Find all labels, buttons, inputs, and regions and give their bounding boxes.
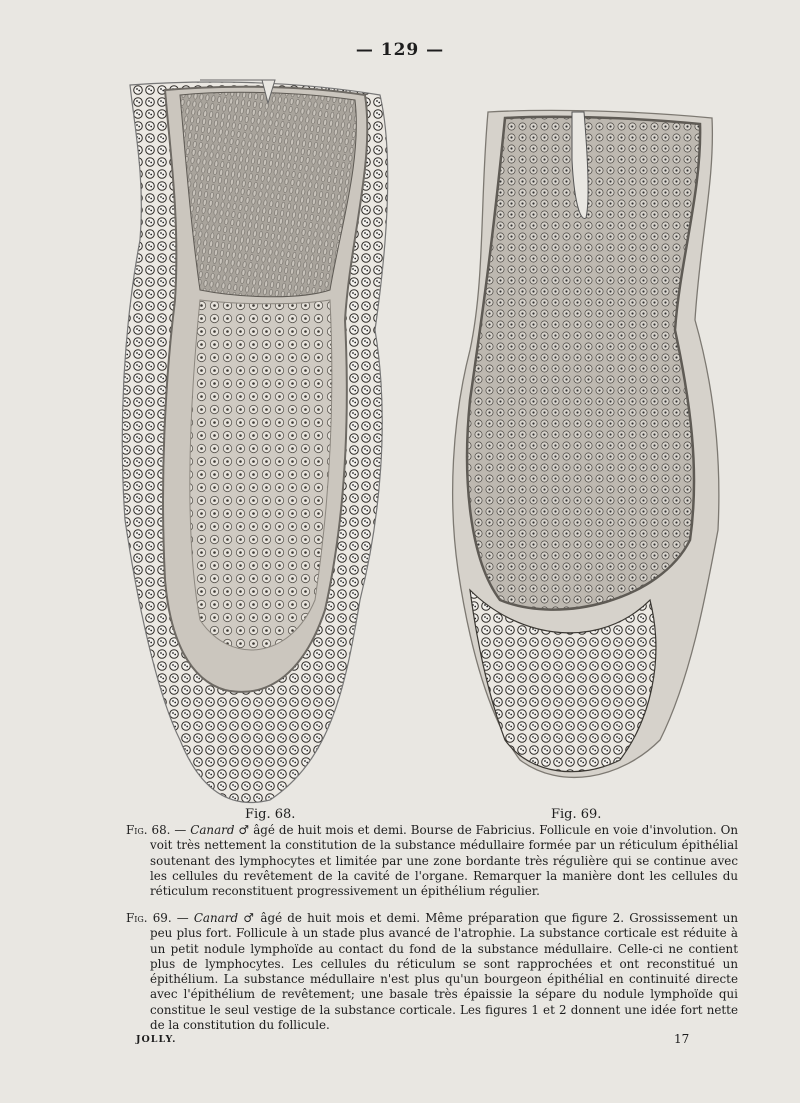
- male-symbol: ♂: [238, 823, 250, 837]
- caption-69-lead: Fig. 69.: [126, 911, 172, 925]
- caption-68-text: âgé de huit mois et demi. Bourse de Fabricius. Follicule en voie d'involution. On voit très nettement la constitution de la substance médullaire formée par un réticulum épithélial soutenant des lymphocytes et limitée par une zone bordante très régulière qui se continue avec les cellules du revêtement de la cavité de l'organe. Remarquer la manière dont les cellules du réticulum reconstituent progressivement un épithélium régulier.: [150, 823, 739, 899]
- figure-69-drawing: [453, 110, 719, 777]
- caption-68-lead: Fig. 68.: [126, 823, 171, 837]
- male-symbol: ♂: [243, 911, 256, 925]
- caption-figure-69: Fig. 69. — Canard ♂ âgé de huit mois et demi. Même préparation que figure 2. Grossissement un peu plus fort. Follicule à un stade plus avancé de l'atrophie. La substance corticale est réduite à un petit nodule lymphoïde au contact du fond de la substance médullaire. Celle-ci ne contient plus de lymphocytes. Les cellules du réticulum se sont rapprochées et ont reconstitué un épithélium. La substance médullaire n'est plus qu'un bourgeon épithélial en continuité directe avec l'épithélium de revêtement; une basale très épaissie la sépare du nodule lymphoïde qui constitue le seul vestige de la substance corticale. Les figures 1 et 2 donnent une idée fort nette de la constitution du follicule.: [126, 911, 739, 1033]
- caption-69-text: âgé de huit mois et demi. Même préparation que figure 2. Grossissement un peu plus fort. Follicule à un stade plus avancé de l'atrophie. La substance corticale est réduite à un petit nodule lymphoïde au contact du fond de la substance médullaire. Celle-ci ne contient plus de lymphocytes. Les cellules du réticulum se sont rapprochées et ont reconstitué un épithélium. La substance médullaire n'est plus qu'un bourgeon épithélial en continuité directe avec l'épithélium de revêtement; une basale très épaissie la sépare du nodule lymphoïde qui constitue le seul vestige de la substance corticale. Les figures 1 et 2 donnent une idée fort nette de la constitution du follicule.: [150, 911, 739, 1033]
- caption-figure-68: Fig. 68. — Canard ♂ âgé de huit mois et demi. Bourse de Fabricius. Follicule en voie d'involution. On voit très nettement la constitution de la substance médullaire formée par un réticulum épithélial soutenant des lymphocytes et limitée par une zone bordante très régulière qui se continue avec les cellules du revêtement de la cavité de l'organe. Remarquer la manière dont les cellules du réticulum reconstituent progressivement un épithélium régulier.: [126, 823, 739, 899]
- figure-69-label: Fig. 69.: [551, 807, 602, 822]
- footer-signature: 17: [674, 1032, 690, 1046]
- figure-68-drawing: [122, 80, 387, 803]
- caption-68-species: Canard: [190, 823, 235, 837]
- page-number: — 129 —: [355, 40, 445, 60]
- caption-69-species: Canard: [193, 911, 239, 925]
- figure-68-label: Fig. 68.: [245, 807, 296, 822]
- footer-author: JOLLY.: [136, 1034, 177, 1045]
